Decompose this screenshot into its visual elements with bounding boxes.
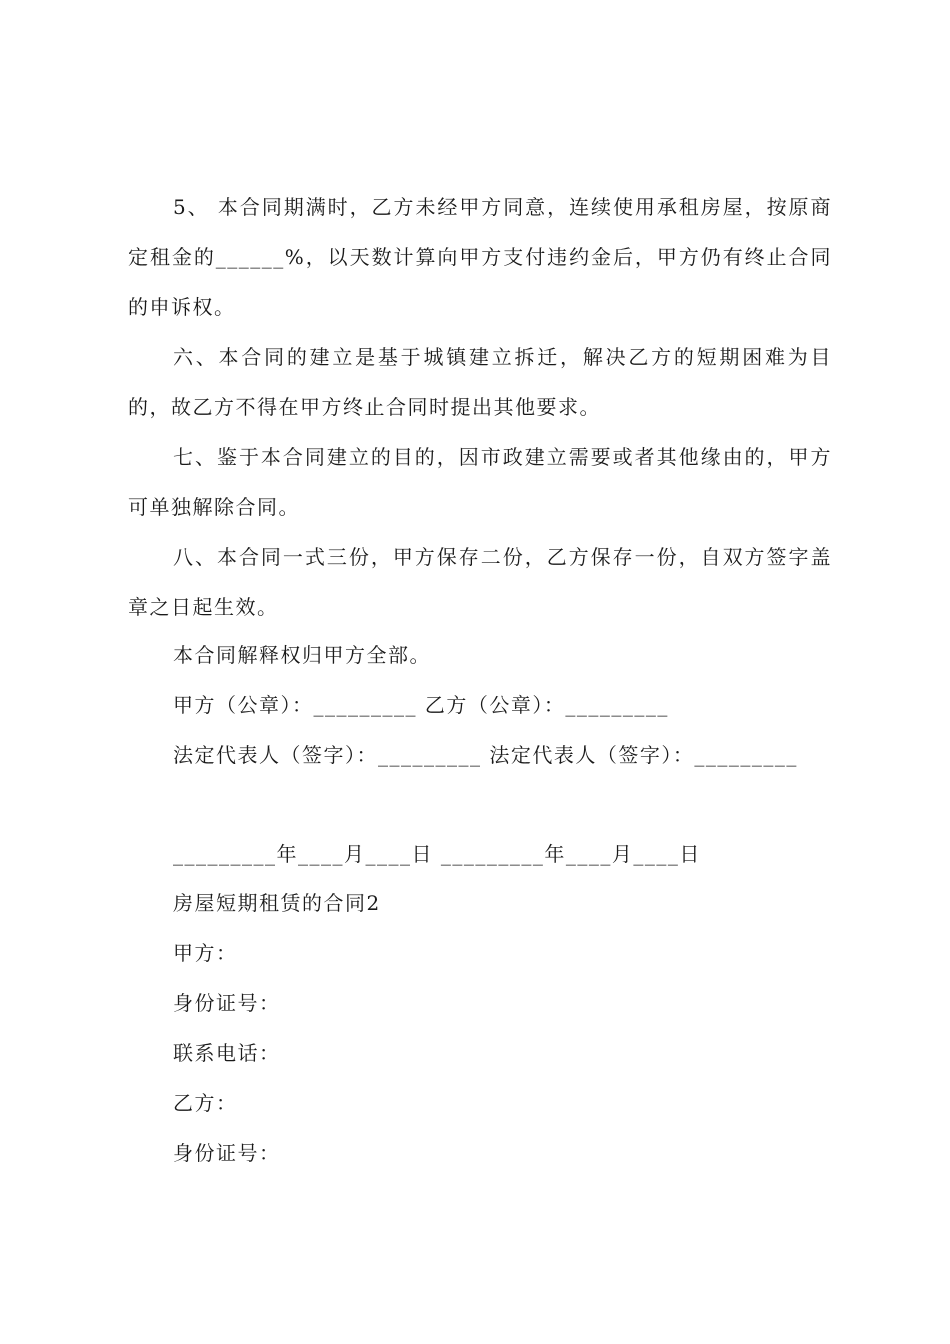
party-a-id-number-label: 身份证号： [173,991,281,1015]
party-b-id-number-label: 身份证号： [173,1141,281,1165]
contract-2-title: 房屋短期租赁的合同2 [173,891,381,915]
seal-signature-line: 甲方（公章）：_________ 乙方（公章）：_________ [173,693,669,717]
representative-signature-line: 法定代表人（签字）：_________ 法定代表人（签字）：_________ [173,743,798,767]
clause-6: 六、本合同的建立是基于城镇建立拆迁，解决乙方的短期困难为目的，故乙方不得在甲方终止合同时提出其他要求。 [128,345,832,419]
clause-7: 七、鉴于本合同建立的目的，因市政建立需要或者其他缘由的，甲方可单独解除合同。 [128,445,832,519]
interpretation-clause: 本合同解释权归甲方全部。 [173,643,431,667]
clause-8: 八、本合同一式三份，甲方保存二份，乙方保存一份，自双方签字盖章之日起生效。 [128,545,832,619]
clause-5: 5、 本合同期满时，乙方未经甲方同意，连续使用承租房屋，按原商定租金的______%，以天数计算向甲方支付违约金后，甲方仍有终止合同的申诉权。 [128,195,832,319]
date-line: _________年____月____日 _________年____月____日 [173,842,701,866]
party-a-phone-label: 联系电话： [173,1041,281,1065]
party-a-label: 甲方： [173,941,238,965]
party-b-label: 乙方： [173,1091,238,1115]
